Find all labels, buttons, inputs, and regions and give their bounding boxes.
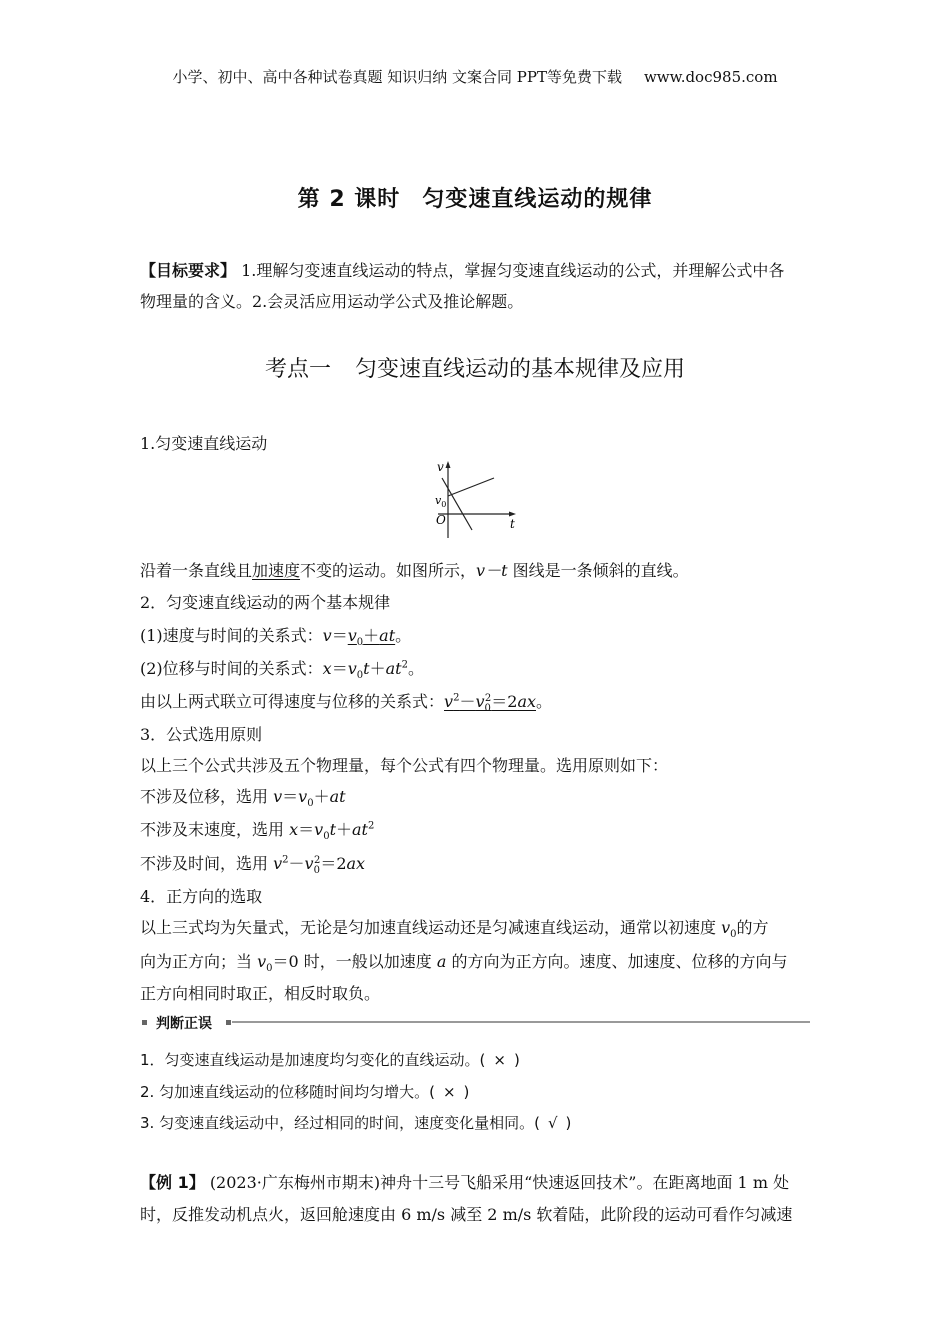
origin-label: O [436,513,446,527]
subheading-4: 4．正方向的选取 [140,887,263,906]
v-axis-arrow-icon [446,461,451,468]
judge-item: 2. 匀加速直线运动的位移随时间均匀增大。( × ) [140,1083,470,1101]
goal-label: 【目标要求】 [140,261,237,280]
example-label: 【例 1】 [140,1173,205,1192]
blank-formula-1: $v_0+at$ [347,626,396,649]
goal-line-2 [140,289,523,312]
v0-label: $v_0$ [435,494,447,509]
example-text-1: (2023·广东梅州市期末)神舟十三号飞船采用“快速返回技术”。在距离地面 1 m 处 [209,1173,790,1192]
goal-text-2: 物理量的含义。2.会灵活应用运动学公式及推论解题。 [140,292,524,311]
section-title: 匀变速直线运动的基本规律及应用 [355,357,686,382]
section-number: 考点一 [264,357,331,382]
judge-section-bar [140,1016,810,1032]
principle-a: 不涉及位移，选用 $v=v_0+at$ [140,787,346,810]
header-text: 小学、初中、高中各种试卷真题 知识归纳 文案合同 PPT等免费下载 [172,68,622,86]
blank-answer: 加速度 [252,561,301,580]
goal-line-1 [140,258,784,281]
principle-c: 不涉及时间，选用 $v^2-v_0^2=2ax$ [140,854,366,877]
example-line-2: 时，反推发动机点火，返回舱速度由 6 m/s 减至 2 m/s 软着陆，此阶段的运动可看作匀减速 [140,1205,793,1224]
rule-velocity-time: (1)速度与时间的关系式：$v=v_0+at$。 [140,626,412,649]
goal-text-1: 1.理解匀变速直线运动的特点，掌握匀变速直线运动的公式，并理解公式中各 [241,261,785,280]
divider [232,1021,810,1023]
definition-line: 沿着一条直线且加速度不变的运动。如图所示，v－t 图线是一条倾斜的直线。 [140,561,689,580]
page-header [0,66,950,87]
direction-line-2: 向为正方向；当 $v_0=0$ 时，一般以加速度 a 的方向为正方向。速度、加速度、位移的方向与 [140,952,788,975]
section-heading [0,352,950,383]
square-bullet-icon [226,1020,231,1025]
subheading-1: 1.匀变速直线运动 [140,434,268,453]
v-label: v [437,460,444,474]
header-url[interactable]: www.doc985.com [643,68,778,86]
subheading-3: 3．公式选用原则 [140,725,263,744]
square-bullet-icon [142,1020,147,1025]
decelerating-line [442,478,472,530]
title-lesson: 第 2 课时 [297,187,401,212]
principle-intro: 以上三个公式共涉及五个物理量，每个公式有四个物理量。选用原则如下： [140,756,669,775]
judge-answer: × [442,1083,456,1101]
judge-item: 3. 匀变速直线运动中，经过相同的时间，速度变化量相同。( √ ) [140,1114,572,1132]
rule-displacement-time: (2)位移与时间的关系式：$x=v_0t+at^2$。 [140,659,424,682]
judge-item: 1．匀变速直线运动是加速度均匀变化的直线运动。( × ) [140,1051,520,1069]
blank-formula-3: $v^2-v_0^2=2ax$ [444,692,536,715]
principle-b: 不涉及末速度，选用 $x=v_0t+at^2$ [140,820,375,843]
judge-answer: √ [547,1114,558,1132]
judge-label: 判断正误 [156,1016,212,1032]
t-axis-arrow-icon [509,512,516,517]
t-label: t [510,517,515,531]
title-topic: 匀变速直线运动的规律 [422,187,653,212]
rule-velocity-displacement: 由以上两式联立可得速度与位移的关系式：$v^2-v_0^2=2ax$。 [140,692,553,715]
accelerating-line [448,478,494,496]
page-title [0,182,950,213]
vt-graph [420,458,530,540]
subheading-2: 2．匀变速直线运动的两个基本规律 [140,593,391,612]
direction-line-1: 以上三式均为矢量式，无论是匀加速直线运动还是匀减速直线运动，通常以初速度 $v_0$的方 [140,918,769,941]
example-line-1 [140,1170,789,1193]
judge-answer: × [493,1051,506,1069]
direction-line-3: 正方向相同时取正，相反时取负。 [140,984,381,1003]
